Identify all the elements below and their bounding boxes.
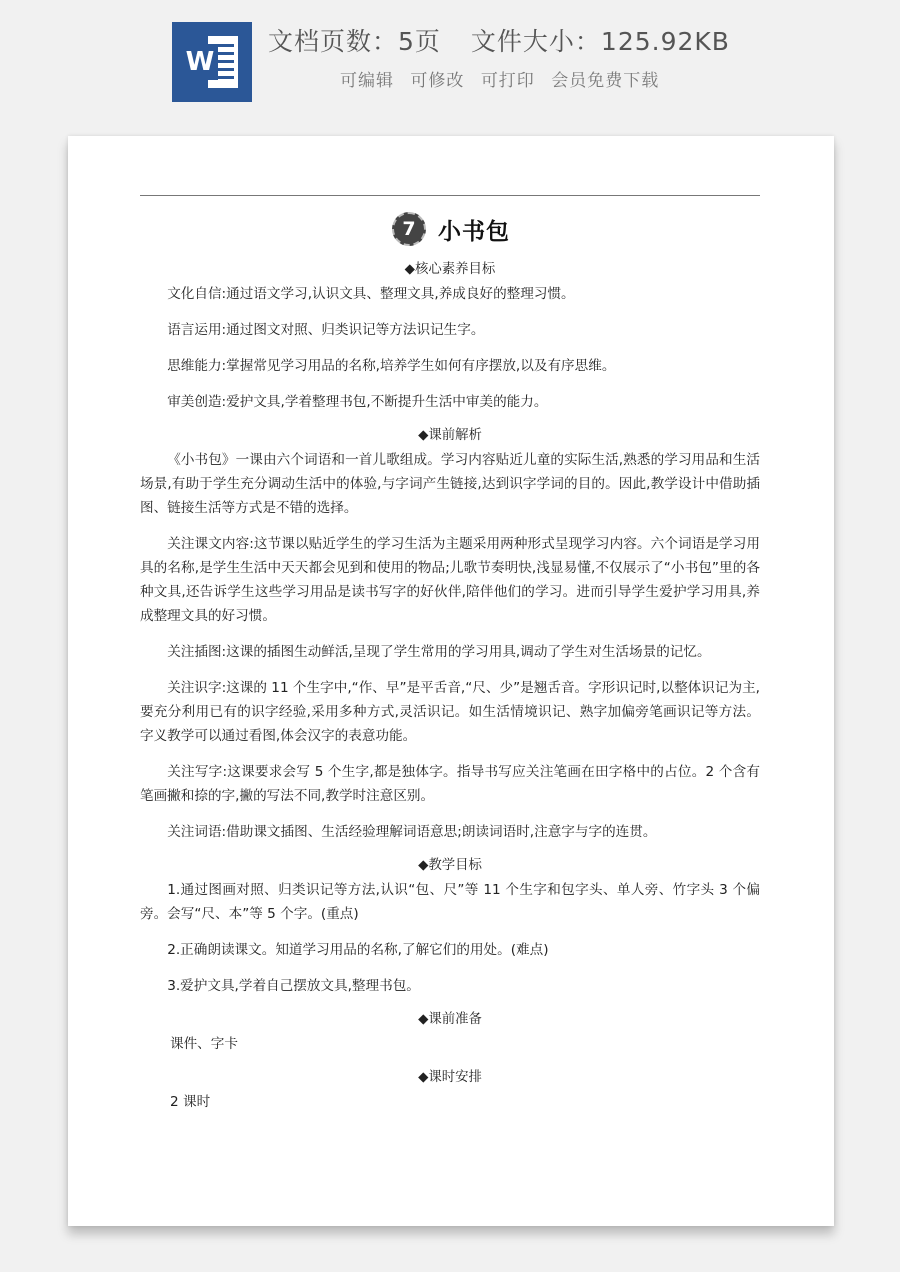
feature-list bbox=[340, 66, 669, 91]
paragraph: 关注写字:这课要求会写 5 个生字,都是独体字。指导书写应关注笔画在田字格中的占位。2 个含有笔画撇和捺的字,撇的写法不同,教学时注意区别。 bbox=[140, 764, 760, 804]
paragraph: 2 课时 bbox=[170, 1094, 211, 1110]
paragraph: 语言运用:通过图文对照、归类识记等方法识记生字。 bbox=[167, 322, 485, 338]
paragraph: 2.正确朗读课文。知道学习用品的名称,了解它们的用处。(难点) bbox=[167, 942, 549, 958]
paragraph: 审美创造:爱护文具,学着整理书包,不断提升生活中审美的能力。 bbox=[167, 394, 548, 410]
section-heading: ◆核心素养目标 bbox=[404, 262, 496, 277]
file-stats bbox=[268, 22, 730, 58]
paragraph: 课件、字卡 bbox=[170, 1036, 238, 1052]
lesson-number-badge: 7 bbox=[392, 212, 426, 246]
document-page bbox=[68, 136, 834, 1226]
feature-modifiable: 可修改 bbox=[410, 71, 465, 91]
paragraph: 思维能力:掌握常见学习用品的名称,培养学生如何有序摆放,以及有序思维。 bbox=[167, 358, 616, 374]
section-heading: ◆教学目标 bbox=[418, 858, 482, 873]
lesson-heading bbox=[68, 212, 834, 246]
word-file-icon bbox=[172, 22, 252, 102]
page-count-label: 文档页数：5页 bbox=[268, 27, 441, 56]
section-heading: ◆课时安排 bbox=[418, 1070, 482, 1085]
paragraph: 关注识字:这课的 11 个生字中,“作、早”是平舌音,“尺、少”是翘舌音。字形识记时,以整体识记为主,要充分利用已有的识字经验,采用多种方式,灵活识记。如生活情境识记、熟字加偏旁笔画识记等方法。字义教学可以通过看图,体会汉字的表意功能。 bbox=[140, 680, 760, 744]
lesson-title: 小书包 bbox=[438, 218, 510, 245]
paragraph: 文化自信:通过语文学习,认识文具、整理文具,养成良好的整理习惯。 bbox=[167, 286, 575, 302]
paragraph: 1.通过图画对照、归类识记等方法,认识“包、尺”等 11 个生字和包字头、单人旁、竹字头 3 个偏旁。会写“尺、本”等 5 个字。(重点) bbox=[140, 882, 760, 922]
paragraph: 关注词语:借助课文插图、生活经验理解词语意思;朗读词语时,注意字与字的连贯。 bbox=[167, 824, 657, 840]
paragraph: 3.爱护文具,学着自己摆放文具,整理书包。 bbox=[167, 978, 420, 994]
file-size-label: 文件大小：125.92KB bbox=[470, 27, 730, 56]
feature-printable: 可打印 bbox=[480, 71, 535, 91]
feature-editable: 可编辑 bbox=[340, 71, 394, 91]
paragraph: 《小书包》一课由六个词语和一首儿歌组成。学习内容贴近儿童的实际生活,熟悉的学习用品和生活场景,有助于学生充分调动生活中的体验,与字词产生链接,达到识字学词的目的。因此,教学设计中借助插图、链接生活等方式是不错的选择。 bbox=[140, 452, 760, 516]
header-rule bbox=[140, 195, 760, 196]
word-logo-letter: W bbox=[182, 44, 218, 80]
document-info-banner bbox=[0, 0, 900, 120]
paragraph: 关注插图:这课的插图生动鲜活,呈现了学生常用的学习用具,调动了学生对生活场景的记忆。 bbox=[167, 644, 711, 660]
section-heading: ◆课前准备 bbox=[418, 1012, 482, 1027]
section-heading: ◆课前解析 bbox=[418, 428, 482, 443]
document-body bbox=[140, 260, 760, 1126]
paragraph: 关注课文内容:这节课以贴近学生的学习生活为主题采用两种形式呈现学习内容。六个词语是学习用具的名称,是学生生活中天天都会见到和使用的物品;儿歌节奏明快,浅显易懂,不仅展示了“小书包”里的各种文具,还告诉学生这些学习用品是读书写字的好伙伴,陪伴他们的学习。进而引导学生爱护学习用具,养成整理文具的好习惯。 bbox=[140, 536, 760, 624]
feature-member-download: 会员免费下载 bbox=[551, 71, 660, 91]
